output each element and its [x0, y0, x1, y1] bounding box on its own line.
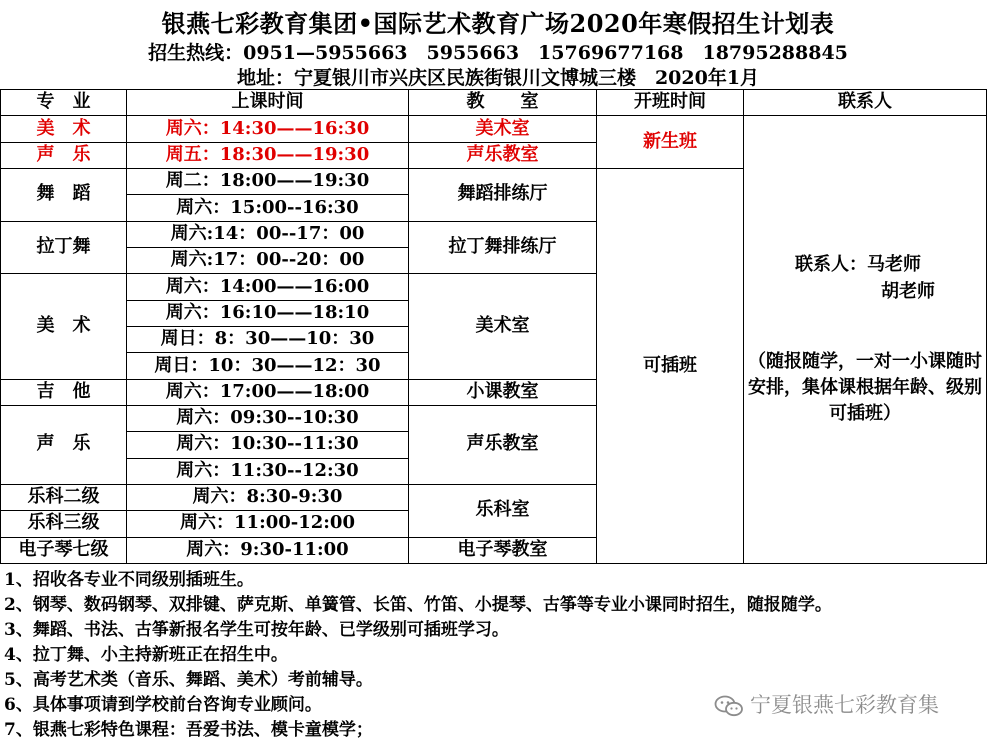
contact-note: （随报随学，一对一小课随时安排，集体课根据年龄、级别可插班） — [748, 350, 982, 424]
time-cell: 周六：14:00——16:00 — [127, 274, 409, 300]
room-cell: 美术室 — [409, 116, 597, 142]
major-cell: 吉 他 — [1, 379, 127, 405]
room-cell: 美术室 — [409, 274, 597, 379]
room-cell: 声乐教室 — [409, 142, 597, 168]
note-item: 6、具体事项请到学校前台咨询专业顾问。 — [4, 695, 322, 715]
major-cell: 电子琴七级 — [1, 537, 127, 563]
time-cell: 周六：11:30--12:30 — [127, 458, 409, 484]
watermark-text: 宁夏银燕七彩教育集 — [750, 693, 939, 717]
time-cell: 周日：8：30——10：30 — [127, 326, 409, 352]
major-cell: 乐科二级 — [1, 484, 127, 510]
major-cell: 美 术 — [1, 116, 127, 142]
time-cell: 周六：9:30-11:00 — [127, 537, 409, 563]
room-cell: 声乐教室 — [409, 405, 597, 484]
time-cell: 周六：09:30--10:30 — [127, 405, 409, 431]
header-room: 教 室 — [409, 90, 597, 116]
time-cell: 周二：18:00——19:30 — [127, 168, 409, 194]
time-cell: 周六：16:10——18:10 — [127, 300, 409, 326]
note-item: 4、拉丁舞、小主持新班正在招生中。 — [4, 645, 288, 665]
table-header-row — [1, 90, 987, 116]
time-cell: 周五：18:30——19:30 — [127, 142, 409, 168]
time-cell: 周六：8:30-9:30 — [127, 484, 409, 510]
open-new-cell: 新生班 — [597, 116, 744, 169]
time-cell: 周六：15:00--16:30 — [127, 195, 409, 221]
room-cell: 小课教室 — [409, 379, 597, 405]
table-row — [1, 116, 987, 142]
major-cell: 拉丁舞 — [1, 221, 127, 274]
time-cell: 周六:14：00--17：00 — [127, 221, 409, 247]
time-cell: 周六：17:00——18:00 — [127, 379, 409, 405]
note-item: 7、银燕七彩特色课程：吾爱书法、模卡童模学； — [4, 720, 373, 740]
note-item: 1、招收各专业不同级别插班生。 — [4, 570, 254, 590]
hotline-text: 招生热线：0951—5955663 5955663 15769677168 18795288845 — [148, 42, 848, 64]
time-cell: 周六：10:30--11:30 — [127, 432, 409, 458]
room-cell: 舞蹈排练厅 — [409, 168, 597, 221]
time-cell: 周日：10：30——12：30 — [127, 353, 409, 379]
room-cell: 电子琴教室 — [409, 537, 597, 563]
room-cell: 乐科室 — [409, 484, 597, 537]
note-item: 3、舞蹈、书法、古筝新报名学生可按年龄、已学级别可插班学习。 — [4, 620, 509, 640]
major-cell: 乐科三级 — [1, 511, 127, 537]
time-cell: 周六：11:00-12:00 — [127, 511, 409, 537]
address-text: 地址：宁夏银川市兴庆区民族街银川文博城三楼 2020年1月 — [236, 67, 760, 89]
watermark — [714, 690, 996, 720]
major-cell: 美 术 — [1, 274, 127, 379]
header-time: 上课时间 — [127, 90, 409, 116]
major-cell: 声 乐 — [1, 142, 127, 168]
header-open: 开班时间 — [597, 90, 744, 116]
header-contact: 联系人 — [744, 90, 987, 116]
schedule-table — [0, 89, 987, 564]
note-item: 2、钢琴、数码钢琴、双排键、萨克斯、单簧管、长笛、竹笛、小提琴、古筝等专业小课同时招生，随报随学。 — [4, 595, 832, 615]
contact-line-1: 联系人：马老师 — [795, 254, 921, 276]
header-major: 专 业 — [1, 90, 127, 116]
note-item: 5、高考艺术类（音乐、舞蹈、美术）考前辅导。 — [4, 670, 373, 690]
room-cell: 拉丁舞排练厅 — [409, 221, 597, 274]
wechat-icon — [714, 694, 744, 718]
major-cell: 舞 蹈 — [1, 168, 127, 221]
time-cell: 周六：14:30——16:30 — [127, 116, 409, 142]
open-insert-cell: 可插班 — [597, 168, 744, 563]
contact-line-2: 胡老师 — [881, 280, 935, 302]
major-cell: 声 乐 — [1, 405, 127, 484]
time-cell: 周六:17：00--20：00 — [127, 247, 409, 273]
contact-cell — [744, 116, 987, 564]
page-title: 银燕七彩教育集团•国际艺术教育广场2020年寒假招生计划表 — [161, 9, 835, 38]
